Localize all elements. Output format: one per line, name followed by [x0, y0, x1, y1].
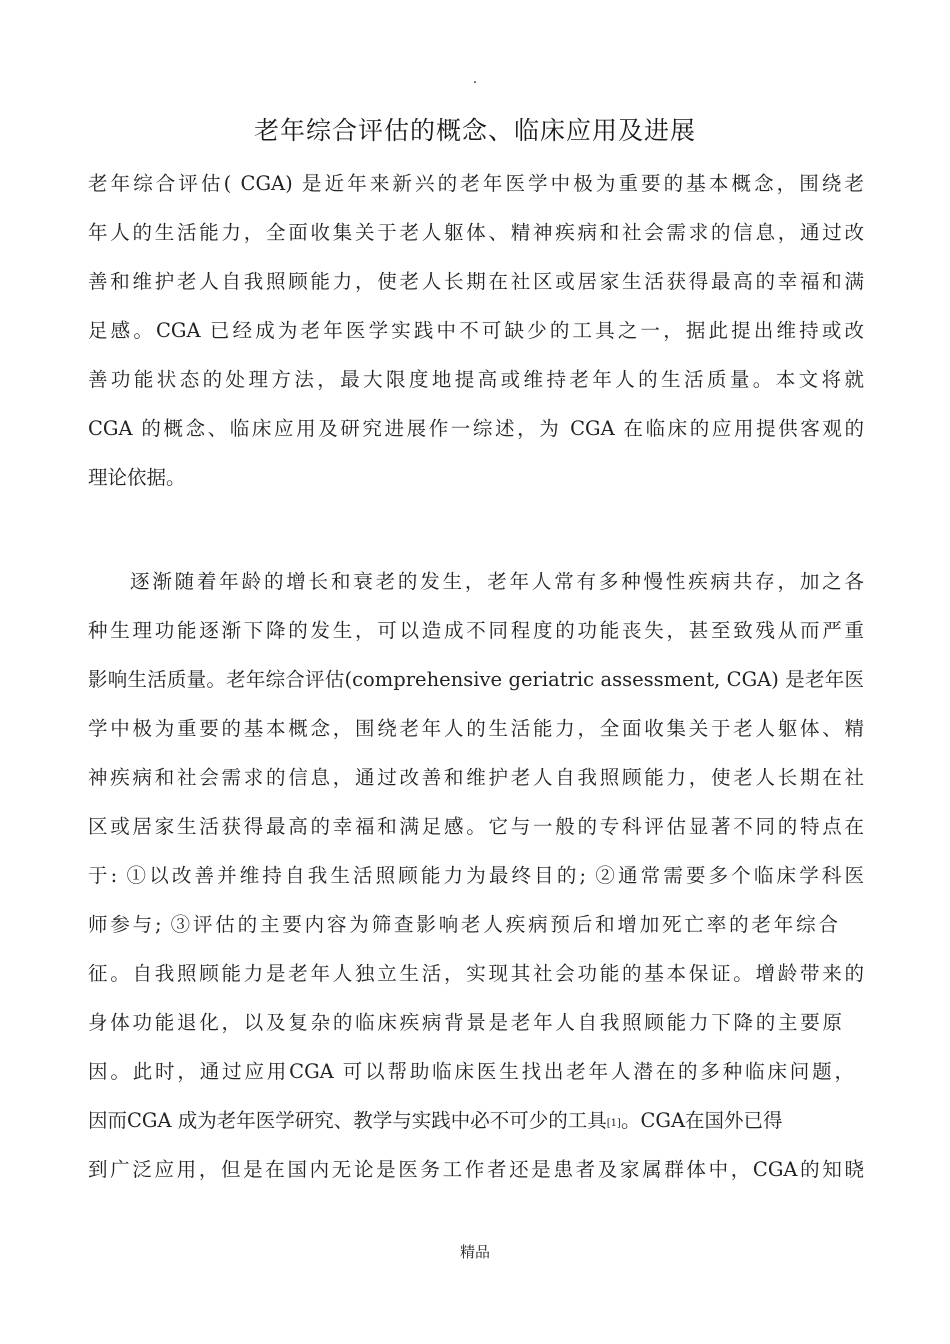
page-footer: 精品 — [459, 1243, 490, 1261]
body-line-tail: 。CGA在国外已得 — [620, 1109, 783, 1132]
body-line: 逐渐随着年龄的增长和衰老的发生，老年人常有多种慢性疾病共存，加之各 — [130, 570, 864, 593]
body-line — [88, 1106, 864, 1139]
body-line: 区或居家生活获得最高的幸福和满足感。它与一般的专科评估显著不同的特点在 — [88, 815, 864, 838]
abstract-line: 善和维护老人自我照顾能力，使老人长期在社区或居家生活获得最高的幸福和满 — [88, 270, 864, 293]
page-title: 老年综合评估的概念、临床应用及进展 — [253, 116, 696, 145]
body-line: 学中极为重要的基本概念，围绕老年人的生活能力，全面收集关于老人躯体、精 — [88, 717, 864, 740]
abstract-line: 年人的生活能力，全面收集关于老人躯体、精神疾病和社会需求的信息，通过改 — [88, 221, 864, 244]
body-line: 种生理功能逐渐下降的发生，可以造成不同程度的功能丧失，甚至致残从而严重 — [88, 619, 864, 642]
body-line: 因。此时，通过应用CGA 可以帮助临床医生找出老年人潜在的多种临床问题， — [88, 1060, 854, 1083]
body-line: 影响生活质量。老年综合评估(comprehensive geriatric assessment, CGA) 是老年医 — [88, 668, 864, 691]
body-line: 身体功能退化，以及复杂的临床疾病背景是老年人自我照顾能力下降的主要原 — [88, 1011, 842, 1034]
abstract-line: 老年综合评估( CGA) 是近年来新兴的老年医学中极为重要的基本概念，围绕老 — [88, 172, 864, 195]
abstract-line: 善功能状态的处理方法，最大限度地提高或维持老年人的生活质量。本文将就 — [88, 368, 864, 391]
abstract-line: CGA 的概念、临床应用及研究进展作一综述，为 CGA 在临床的应用提供客观的 — [88, 417, 864, 440]
body-line: 于: ①以改善并维持自我生活照顾能力为最终目的; ②通常需要多个临床学科医 — [88, 864, 864, 887]
body-line-text: 因而CGA 成为老年医学研究、教学与实践中必不可少的工具 — [88, 1109, 607, 1132]
citation-reference: [1] — [606, 1118, 621, 1129]
abstract-line: 足感。CGA 已经成为老年医学实践中不可缺少的工具之一，据此提出维持或改 — [88, 319, 864, 342]
abstract-line: 理论依据。 — [88, 466, 186, 489]
body-line: 师参与; ③评估的主要内容为筛查影响老人疾病预后和增加死亡率的老年综合 — [88, 913, 838, 936]
body-line: 神疾病和社会需求的信息，通过改善和维护老人自我照顾能力，使老人长期在社 — [88, 766, 864, 789]
body-line: 征。自我照顾能力是老年人独立生活，实现其社会功能的基本保证。增龄带来的 — [88, 962, 864, 985]
page-marker-dot: . — [472, 71, 478, 87]
body-line: 到广泛应用，但是在国内无论是医务工作者还是患者及家属群体中，CGA的知晓 — [88, 1158, 864, 1181]
